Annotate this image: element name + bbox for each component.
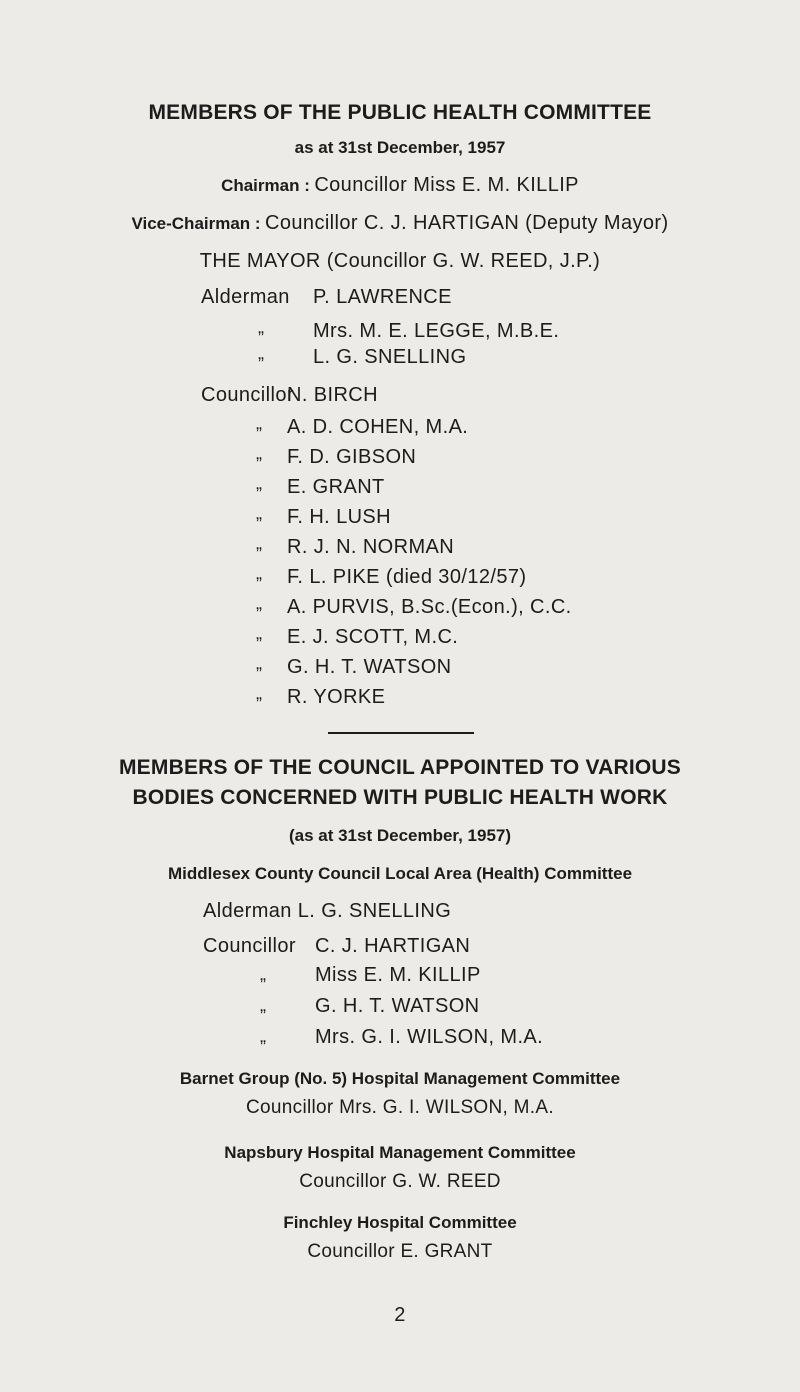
councillor-name: A. PURVIS, B.Sc.(Econ.), C.C. (287, 596, 572, 618)
napsbury-heading: Napsbury Hospital Management Committee (224, 1143, 576, 1162)
councillor-name: F. L. PIKE (died 30/12/57) (287, 566, 527, 588)
chairman-label: Chairman : (221, 176, 310, 195)
councillor-name: R. J. N. NORMAN (287, 536, 455, 558)
vice-chairman-line (0, 212, 800, 235)
alderman-label: Alderman (201, 286, 290, 308)
councillor-name: G. H. T. WATSON (287, 656, 452, 678)
ditto-mark: „ (256, 443, 262, 463)
ditto-mark: „ (260, 1026, 266, 1046)
mcc-councillor-name: G. H. T. WATSON (315, 995, 480, 1017)
ditto-mark: „ (256, 473, 262, 493)
committee-title: MEMBERS OF THE PUBLIC HEALTH COMMITTEE (148, 101, 652, 124)
ditto-mark: „ (258, 317, 264, 337)
finchley-member: Councillor E. GRANT (307, 1241, 493, 1262)
mcc-heading: Middlesex County Council Local Area (Health) Committee (167, 864, 633, 883)
page-number: 2 (394, 1304, 406, 1326)
councillor-label: Councillor (201, 384, 294, 406)
bodies-title-line2: BODIES CONCERNED WITH PUBLIC HEALTH WORK (132, 786, 668, 809)
mcc-councillor-label: Councillor (203, 935, 296, 957)
committee-date: as at 31st December, 1957 (294, 138, 506, 157)
councillor-name: R. YORKE (287, 686, 386, 708)
ditto-mark: „ (256, 623, 262, 643)
ditto-mark: „ (256, 503, 262, 523)
councillor-name: A. D. COHEN, M.A. (287, 416, 469, 438)
section-divider (328, 732, 474, 734)
ditto-mark: „ (256, 533, 262, 553)
barnet-member: Councillor Mrs. G. I. WILSON, M.A. (246, 1097, 554, 1118)
chairman-name: Councillor Miss E. M. KILLIP (314, 174, 579, 196)
vice-chairman-label: Vice-Chairman : (131, 214, 261, 233)
councillor-name: E. GRANT (287, 476, 385, 498)
alderman-name: P. LAWRENCE (313, 286, 452, 308)
ditto-mark: „ (256, 593, 262, 613)
barnet-heading: Barnet Group (No. 5) Hospital Management Committee (179, 1069, 621, 1088)
mayor-line: THE MAYOR (Councillor G. W. REED, J.P.) (199, 250, 601, 272)
councillor-name: F. D. GIBSON (287, 446, 417, 468)
ditto-mark: „ (256, 653, 262, 673)
ditto-mark: „ (256, 413, 262, 433)
chairman-line (0, 174, 800, 197)
bodies-title-line1: MEMBERS OF THE COUNCIL APPOINTED TO VARIOUS (118, 756, 682, 779)
mcc-councillor-name: Mrs. G. I. WILSON, M.A. (315, 1026, 544, 1048)
councillor-name: F. H. LUSH (287, 506, 392, 528)
mcc-alderman: Alderman L. G. SNELLING (203, 900, 452, 922)
ditto-mark: „ (256, 683, 262, 703)
councillor-name: N. BIRCH (287, 384, 378, 406)
ditto-mark: „ (260, 964, 266, 984)
vice-chairman-name: Councillor C. J. HARTIGAN (Deputy Mayor) (265, 212, 669, 234)
ditto-mark: „ (260, 995, 266, 1015)
bodies-date: (as at 31st December, 1957) (288, 826, 512, 845)
ditto-mark: „ (258, 343, 264, 363)
finchley-heading: Finchley Hospital Committee (283, 1213, 517, 1232)
napsbury-member: Councillor G. W. REED (299, 1171, 501, 1192)
councillor-name: E. J. SCOTT, M.C. (287, 626, 459, 648)
alderman-name: L. G. SNELLING (313, 346, 467, 368)
ditto-mark: „ (256, 563, 262, 583)
mcc-councillor-name: C. J. HARTIGAN (315, 935, 471, 957)
alderman-name: Mrs. M. E. LEGGE, M.B.E. (313, 320, 560, 342)
mcc-councillor-name: Miss E. M. KILLIP (315, 964, 481, 986)
